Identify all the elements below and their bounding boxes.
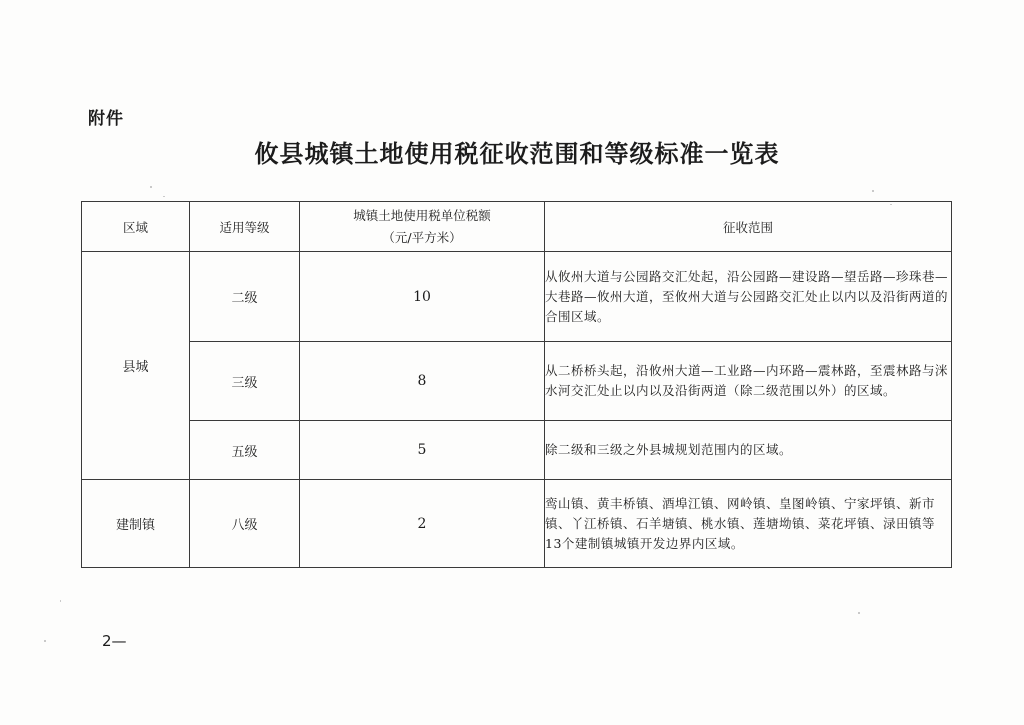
tax-rate-table	[81, 201, 952, 568]
header-tax-amount-label: 城镇土地使用税单位税额	[353, 207, 491, 223]
table-row	[82, 480, 952, 568]
table-header-row	[82, 202, 952, 252]
annex-label: 附件	[88, 109, 124, 129]
range-cell: 除二级和三级之外县城规划范围内的区域。	[545, 421, 952, 480]
header-tax-amount	[300, 202, 545, 252]
table-row	[82, 252, 952, 342]
scan-speck	[163, 196, 165, 197]
area-cell-county: 县城	[82, 252, 190, 480]
header-area: 区域	[82, 202, 190, 252]
header-grade: 适用等级	[190, 202, 300, 252]
range-cell: 从攸州大道与公园路交汇处起，沿公园路—建设路—望岳路—珍珠巷—大巷路—攸州大道，至攸州大道与公园路交汇处止以内以及沿街两道的合围区域。	[545, 252, 952, 342]
range-cell: 从二桥桥头起，沿攸州大道—工业路—内环路—震林路，至震林路与洣水河交汇处止以内以及沿街两道（除二级范围以外）的区域。	[545, 342, 952, 421]
scan-speck	[150, 186, 152, 188]
document-title: 攸县城镇土地使用税征收范围和等级标准一览表	[254, 139, 780, 168]
scan-speck	[44, 640, 46, 642]
header-range: 征收范围	[545, 202, 952, 252]
amount-cell: 5	[300, 421, 545, 480]
page-number: 2—	[102, 632, 127, 650]
scan-speck	[872, 190, 874, 192]
table-row	[82, 342, 952, 421]
amount-cell: 8	[300, 342, 545, 421]
grade-cell: 五级	[190, 421, 300, 480]
amount-cell: 2	[300, 480, 545, 568]
scan-speck	[60, 600, 61, 602]
scan-speck	[890, 204, 892, 205]
area-cell-town: 建制镇	[82, 480, 190, 568]
table-row	[82, 421, 952, 480]
header-tax-amount-unit: （元/平方米）	[382, 229, 462, 245]
scan-speck	[858, 612, 860, 614]
range-cell: 鸾山镇、黄丰桥镇、酒埠江镇、网岭镇、皇图岭镇、宁家坪镇、新市镇、丫江桥镇、石羊塘镇、桃水镇、莲塘坳镇、菜花坪镇、渌田镇等13个建制镇城镇开发边界内区域。	[545, 480, 952, 568]
grade-cell: 三级	[190, 342, 300, 421]
amount-cell: 10	[300, 252, 545, 342]
grade-cell: 八级	[190, 480, 300, 568]
grade-cell: 二级	[190, 252, 300, 342]
